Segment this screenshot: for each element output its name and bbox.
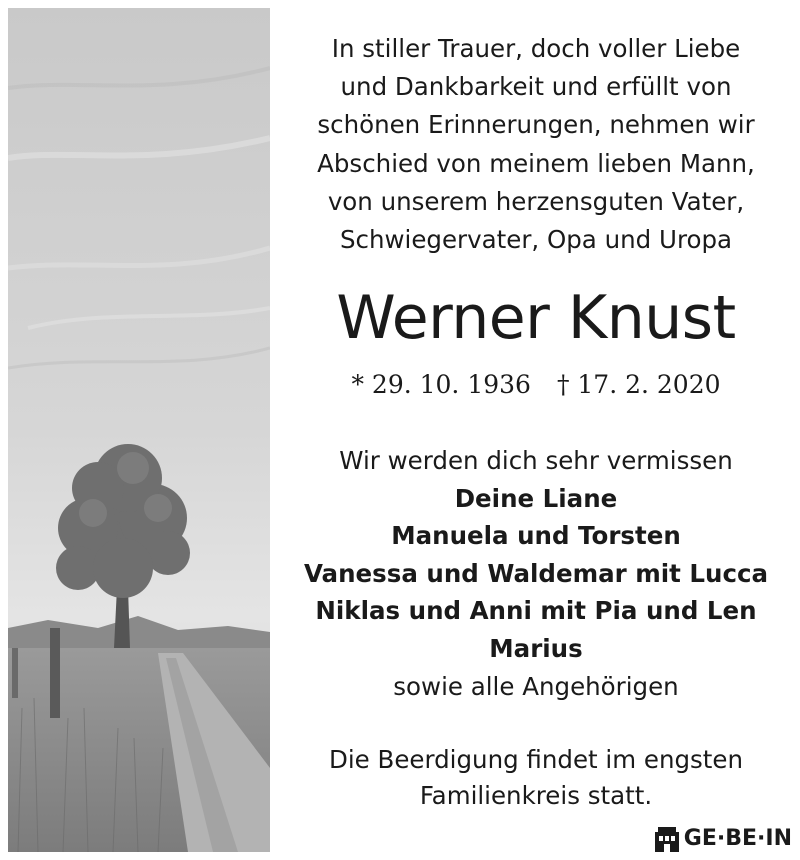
publisher-logo [654,824,792,852]
mourner-name: Niklas und Anni mit Pia und Len [315,596,757,626]
intro-text [272,30,800,259]
funeral-note-line: Familienkreis statt. [419,781,653,810]
deceased-name: Werner Knust [336,283,736,353]
intro-line: und Dankbarkeit und erfüllt von [340,72,732,102]
building-icon [654,824,680,852]
mourner-name: Vanessa und Waldemar mit Lucca [303,558,769,588]
intro-line: In stiller Trauer, doch voller Liebe [331,34,741,63]
death-date: † 17. 2. 2020 [556,370,721,399]
intro-line: schönen Erinnerungen, nehmen wir [317,110,755,140]
funeral-note-line: Die Beerdigung findet im engsten [329,745,743,774]
mourner-name: Marius [489,633,583,663]
intro-line: von unserem herzensguten Vater, [327,186,745,216]
mourners-list [272,442,800,705]
mourners-lead: Wir werden dich sehr vermissen [339,446,733,475]
life-dates [272,368,800,402]
mourner-name: Manuela und Torsten [391,521,681,551]
landscape-photo [8,8,270,852]
intro-line: Abschied von meinem lieben Mann, [317,148,755,178]
funeral-note [272,742,800,814]
obituary-text [272,0,800,860]
logo-text: GE·BE·IN [683,825,792,851]
mourners-tail: sowie alle Angehörigen [393,671,679,701]
birth-date: * 29. 10. 1936 [351,370,531,399]
mourner-name: Deine Liane [454,483,618,513]
intro-line: Schwiegervater, Opa und Uropa [339,225,733,255]
